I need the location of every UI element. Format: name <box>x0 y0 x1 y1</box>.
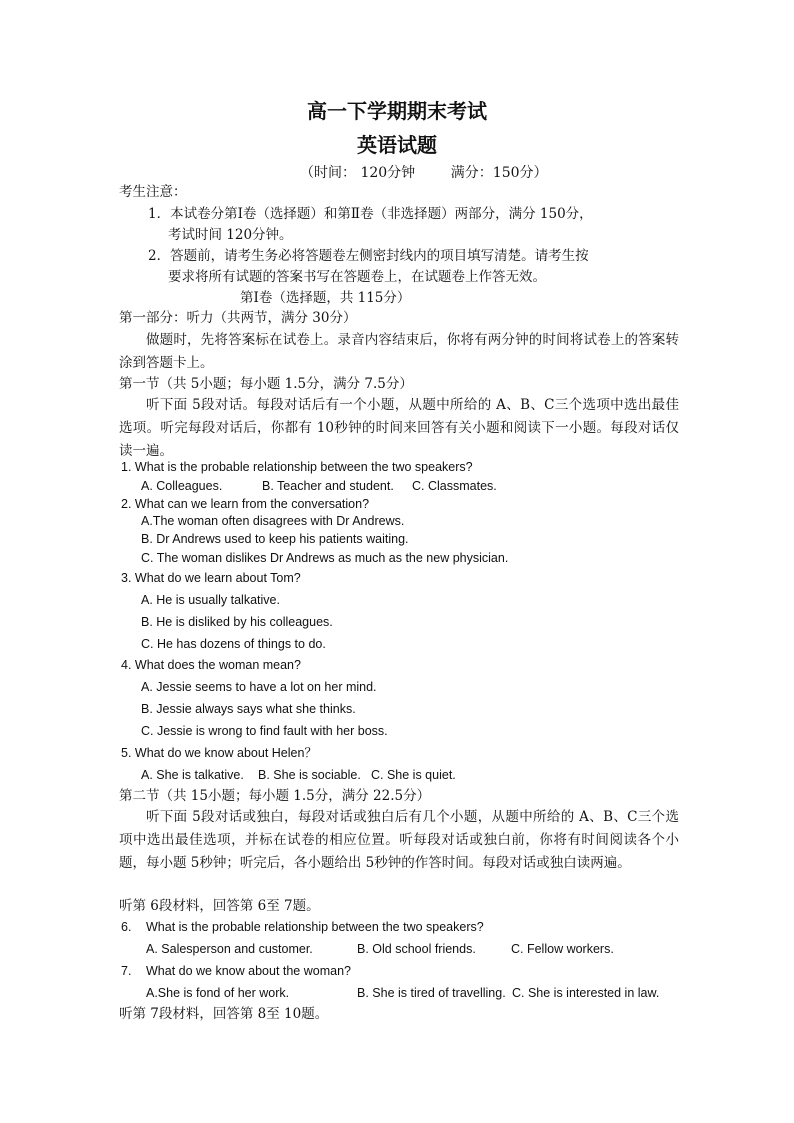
time-value: 120分钟 <box>360 165 416 181</box>
notice-item1-line1: 1．本试卷分第Ⅰ卷（选择题）和第Ⅱ卷（非选择题）两部分，满分 150分， <box>148 206 593 222</box>
q5-option-b: B. She is sociable. <box>258 768 361 782</box>
q2-option-c: C. The woman dislikes Dr Andrews as much as the new physician. <box>141 551 509 565</box>
q1-option-a: A. Colleagues. <box>141 479 223 493</box>
q1-option-b: B. Teacher and student. <box>262 479 394 493</box>
exam-info <box>300 162 548 182</box>
section1-heading: 第一节（共 5小题；每小题 1.5分，满分 7.5分） <box>119 376 413 392</box>
volume1-heading: 第Ⅰ卷（选择题，共 115分） <box>240 290 411 306</box>
q7-option-b: B. She is tired of travelling. <box>357 986 506 1000</box>
q3-option-b: B. He is disliked by his colleagues. <box>141 615 333 629</box>
q6-option-a: A. Salesperson and customer. <box>146 942 313 956</box>
q6-option-c: C. Fellow workers. <box>511 942 614 956</box>
section2-heading: 第二节（共 15小题；每小题 1.5分，满分 22.5分） <box>119 788 431 804</box>
q1-stem: 1. What is the probable relationship between the two speakers? <box>121 460 473 474</box>
q6-option-b: B. Old school friends. <box>357 942 476 956</box>
q4-option-a: A. Jessie seems to have a lot on her mind. <box>141 680 377 694</box>
q7-stem: What do we know about the woman? <box>146 964 351 978</box>
q5-stem: 5. What do we know about Helen？ <box>121 746 317 760</box>
q3-option-c: C. He has dozens of things to do. <box>141 637 326 651</box>
material6-label: 听第 6段材料，回答第 6至 7题。 <box>119 898 320 914</box>
page-title: 高一下学期期末考试 <box>307 99 487 123</box>
q5-option-a: A. She is talkative. <box>141 768 244 782</box>
section1-instructions: 听下面 5段对话。每段对话后有一个小题，从题中所给的 A、B、C三个选项中选出最佳选项。听完每段对话后，你都有 10秒钟的时间来回答有关小题和阅读下一小题。每段对话仅读一遍。 <box>119 397 679 459</box>
notice-heading: 考生注意： <box>119 184 187 200</box>
q3-stem: 3. What do we learn about Tom? <box>121 571 301 585</box>
q1-option-c: C. Classmates. <box>412 479 497 493</box>
q7-option-a: A.She is fond of her work. <box>146 986 290 1000</box>
notice-item2-line2: 要求将所有试题的答案书写在答题卷上，在试题卷上作答无效。 <box>168 269 546 285</box>
section2-instructions: 听下面 5段对话或独白，每段对话或独白后有几个小题，从题中所给的 A、B、C三个选项中选出最佳选项，并标在试卷的相应位置。听每段对话或独白前，你将有时间阅读各个小题，每小题 5秒钟；听完后，各小题给出 5秒钟的作答时间。每段对话或独白读两遍。 <box>119 809 679 871</box>
q4-option-b: B. Jessie always says what she thinks. <box>141 702 356 716</box>
q3-option-a: A. He is usually talkative. <box>141 593 280 607</box>
q4-stem: 4. What does the woman mean? <box>121 658 301 672</box>
part1-instructions: 做题时，先将答案标在试卷上。录音内容结束后，你将有两分钟的时间将试卷上的答案转涂到答题卡上。 <box>119 332 679 371</box>
material7-label: 听第 7段材料，回答第 8至 10题。 <box>119 1006 329 1022</box>
time-label: （时间： <box>300 165 356 181</box>
q6-stem: What is the probable relationship between the two speakers? <box>146 920 484 934</box>
q6-number: 6. <box>121 920 132 934</box>
q4-option-c: C. Jessie is wrong to find fault with her boss. <box>141 724 388 738</box>
page-subtitle: 英语试题 <box>357 133 437 157</box>
q2-option-b: B. Dr Andrews used to keep his patients waiting. <box>141 532 409 546</box>
q2-stem: 2. What can we learn from the conversation? <box>121 497 370 511</box>
notice-item2-line1: 2．答题前，请考生务必将答题卷左侧密封线内的项目填写清楚。请考生按 <box>148 248 589 264</box>
q2-option-a: A.The woman often disagrees with Dr Andrews. <box>141 514 405 528</box>
score-label: 满分：150分） <box>450 165 548 181</box>
q5-option-c: C. She is quiet. <box>371 768 456 782</box>
q7-option-c: C. She is interested in law. <box>512 986 660 1000</box>
notice-item1-line2: 考试时间 120分钟。 <box>168 227 293 243</box>
part1-heading: 第一部分：听力（共两节，满分 30分） <box>119 310 357 326</box>
q7-number: 7. <box>121 964 132 978</box>
